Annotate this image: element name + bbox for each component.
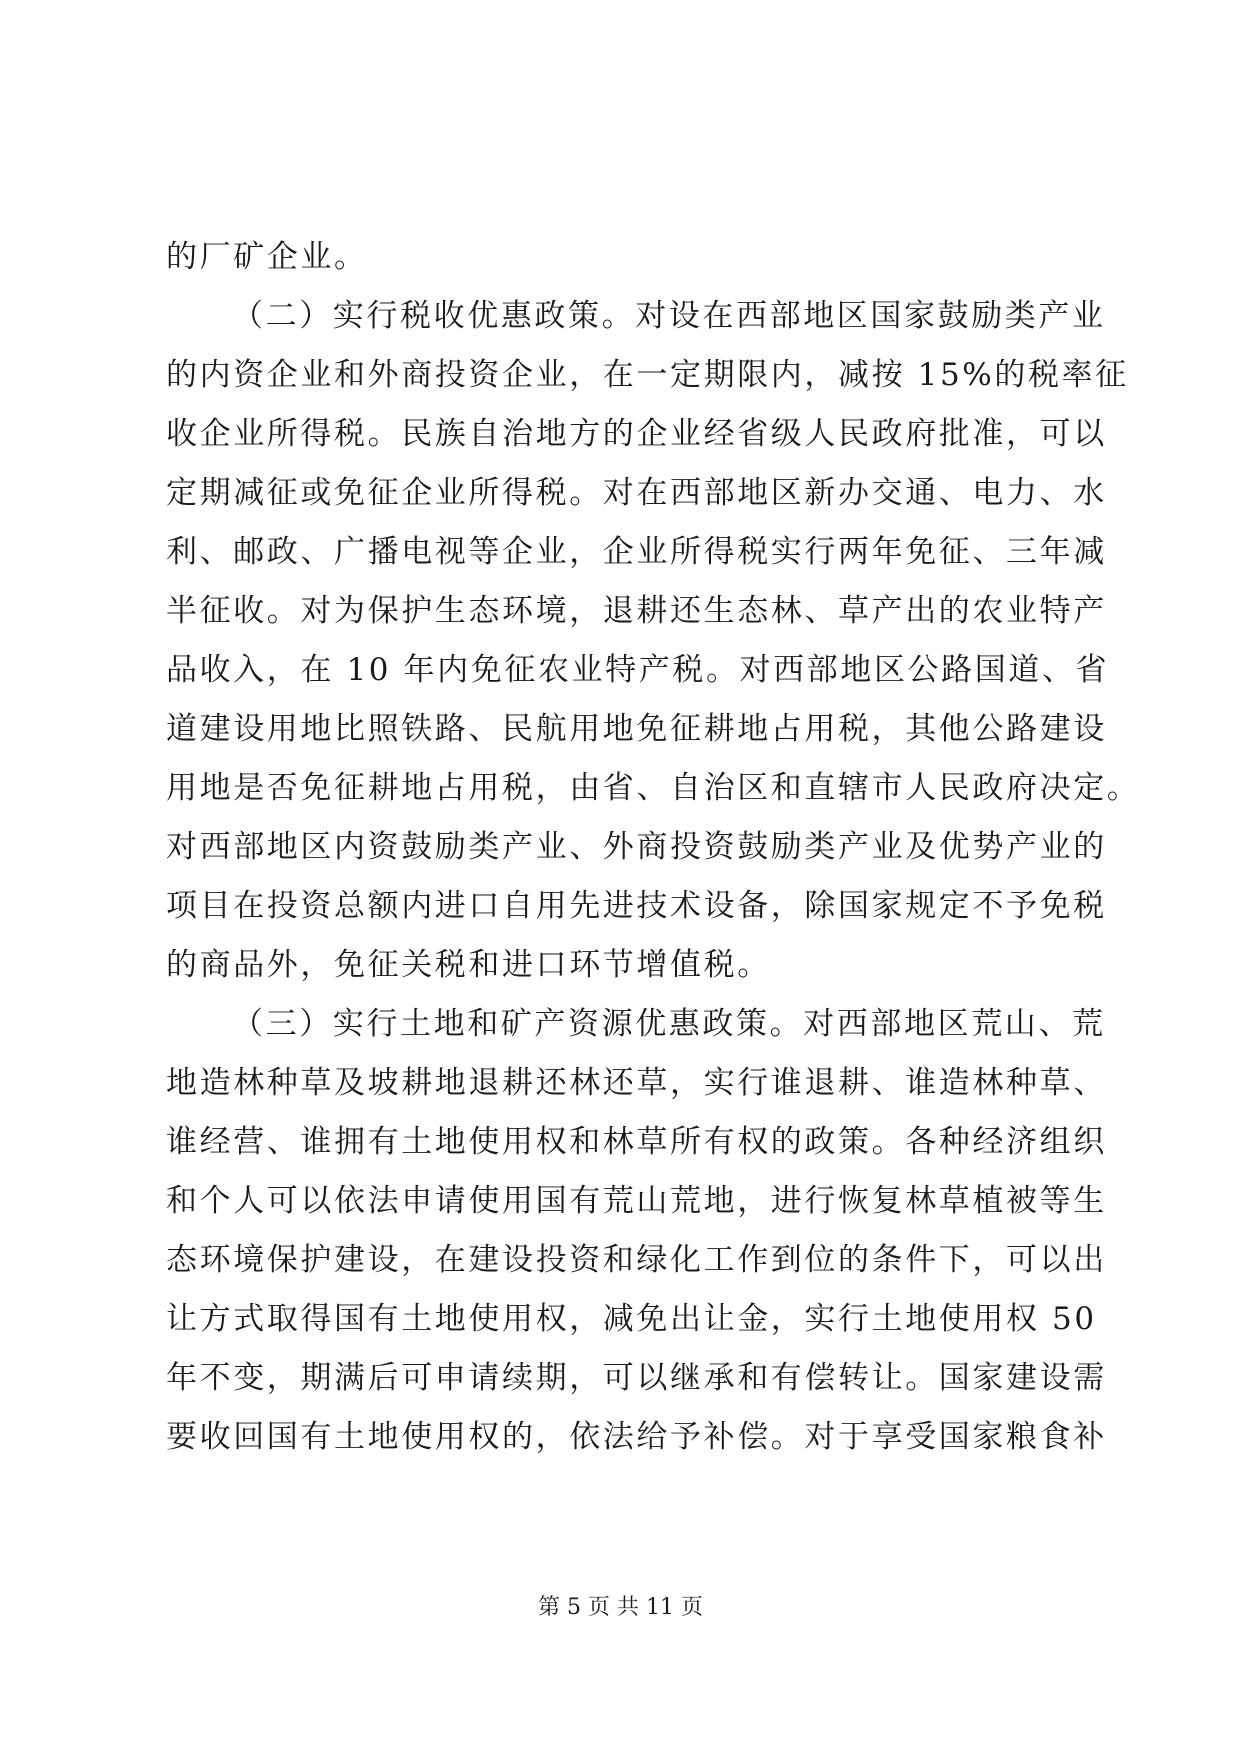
text-line: 态环境保护建设，在建设投资和绿化工作到位的条件下，可以出 — [166, 1242, 1107, 1278]
text-line: （二）实行税收优惠政策。对设在西部地区国家鼓励类产业 — [232, 298, 1106, 334]
text-line: 谁经营、谁拥有土地使用权和林草所有权的政策。各种经济组织 — [166, 1124, 1107, 1160]
text-line: 和个人可以依法申请使用国有荒山荒地，进行恢复林草植被等生 — [166, 1183, 1107, 1219]
text-line: 品收入，在 10 年内免征农业特产税。对西部地区公路国道、省 — [166, 652, 1110, 688]
text-line: 的厂矿企业。 — [166, 239, 368, 275]
body-text — [166, 228, 1141, 1467]
text-line: 用地是否免征耕地占用税，由省、自治区和直辖市人民政府决定。 — [166, 770, 1141, 806]
text-line: 定期减征或免征企业所得税。对在西部地区新办交通、电力、水 — [166, 475, 1107, 511]
text-line: 的商品外，免征关税和进口环节增值税。 — [166, 947, 771, 983]
page-footer: 第 5 页 共 11 页 — [538, 1595, 703, 1620]
text-line: 利、邮政、广播电视等企业，企业所得税实行两年免征、三年减 — [166, 534, 1107, 570]
text-line: 地造林种草及坡耕地退耕还林还草，实行谁退耕、谁造林种草、 — [166, 1065, 1107, 1101]
text-line: 年不变，期满后可申请续期，可以继承和有偿转让。国家建设需 — [166, 1360, 1107, 1396]
text-line: 收企业所得税。民族自治地方的企业经省级人民政府批准，可以 — [166, 416, 1107, 452]
text-line: 的内资企业和外商投资企业，在一定期限内，减按 15%的税率征 — [166, 357, 1129, 393]
text-line: 让方式取得国有土地使用权，减免出让金，实行土地使用权 50 — [166, 1301, 1097, 1337]
text-line: 半征收。对为保护生态环境，退耕还生态林、草产出的农业特产 — [166, 593, 1107, 629]
text-line: 对西部地区内资鼓励类产业、外商投资鼓励类产业及优势产业的 — [166, 829, 1107, 865]
text-line: 道建设用地比照铁路、民航用地免征耕地占用税，其他公路建设 — [166, 711, 1107, 747]
text-line: （三）实行土地和矿产资源优惠政策。对西部地区荒山、荒 — [232, 1006, 1106, 1042]
text-line: 项目在投资总额内进口自用先进技术设备，除国家规定不予免税 — [166, 888, 1107, 924]
text-line: 要收回国有土地使用权的，依法给予补偿。对于享受国家粮食补 — [166, 1419, 1107, 1455]
